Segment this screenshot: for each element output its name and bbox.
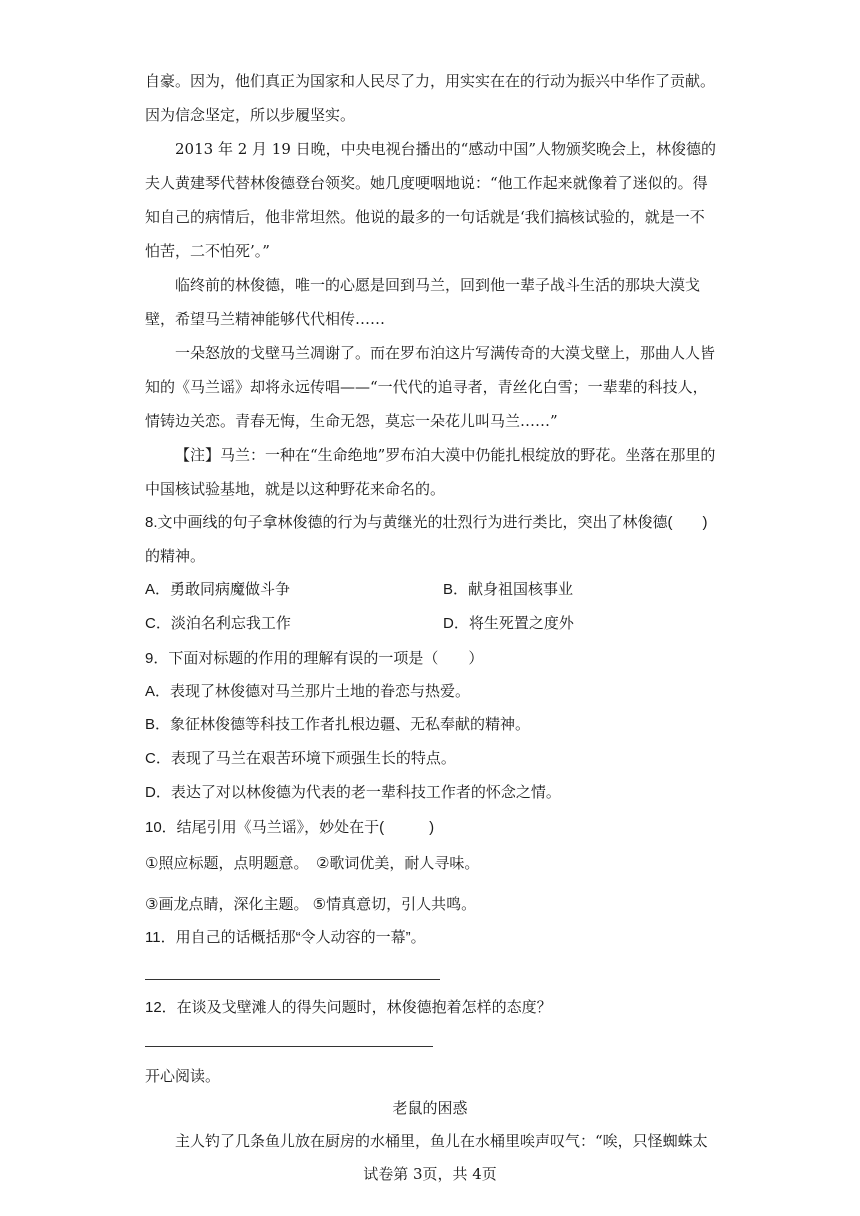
passage-paragraph-3: 临终前的林俊德，唯一的心愿是回到马兰，回到他一辈子战斗生活的那块大漠戈壁，希望马兰精神能够代代相传…… bbox=[145, 276, 701, 328]
question-10-stem: 10．结尾引用《马兰谣》，妙处在于( ) bbox=[145, 819, 435, 836]
question-8-option-b[interactable]: B．献身祖国核事业 bbox=[443, 581, 574, 598]
story-first-line: 主人钓了几条鱼儿放在厨房的水桶里，鱼儿在水桶里唉声叹气：“唉，只怪蜘蛛太 bbox=[175, 1132, 708, 1150]
question-12-answer-line[interactable] bbox=[145, 1046, 433, 1047]
question-12-stem: 12．在谈及戈壁滩人的得失问题时，林俊德抱着怎样的态度？ bbox=[145, 999, 552, 1016]
passage-paragraph-2: 2013 年 2 月 19 日晚，中央电视台播出的“感动中国”人物颁奖晚会上，林俊德的夫人黄建琴代替林俊德登台领奖。她几度哽咽地说：“他工作起来就像着了迷似的。得知自己的病情后，他非常坦然。他说的最多的一句话就是‘我们搞核试验的，就是一不怕苦，二不怕死’。” bbox=[145, 140, 716, 260]
story-title: 老鼠的困惑 bbox=[392, 1099, 468, 1117]
passage-note: 【注】马兰：一种在“生命绝地”罗布泊大漠中仍能扎根绽放的野花。坐落在那里的中国核试验基地，就是以这种野花来命名的。 bbox=[145, 446, 716, 498]
passage-paragraph-4: 一朵怒放的戈壁马兰凋谢了。而在罗布泊这片写满传奇的大漠戈壁上，那曲人人皆知的《马兰谣》却将永远传唱——“一代代的追寻者，青丝化白雪；一辈辈的科技人，情铸边关恋。青春无悔，生命无怨，莫忘一朵花儿叫马兰……” bbox=[145, 344, 716, 430]
question-9-option-a[interactable]: A．表现了林俊德对马兰那片土地的眷恋与热爱。 bbox=[145, 683, 471, 700]
question-11-stem: 11．用自己的话概括那“令人动容的一幕”。 bbox=[145, 929, 426, 946]
question-8-stem-cont: 的精神。 bbox=[145, 548, 206, 565]
passage-paragraph-1: 自豪。因为，他们真正为国家和人民尽了力，用实实在在的行动为振兴中华作了贡献。因为信念坚定，所以步履坚实。 bbox=[145, 72, 716, 124]
question-9-option-d[interactable]: D．表达了对以林俊德为代表的老一辈科技工作者的怀念之情。 bbox=[145, 784, 561, 801]
section-intro: 开心阅读。 bbox=[145, 1068, 221, 1085]
question-8-option-c[interactable]: C．淡泊名利忘我工作 bbox=[145, 615, 291, 632]
question-10-choices-2: ③画龙点睛，深化主题。 ⑤情真意切，引人共鸣。 bbox=[145, 896, 477, 913]
question-8-option-a[interactable]: A．勇敢同病魔做斗争 bbox=[145, 581, 291, 598]
question-10-choices-1: ①照应标题，点明题意。 ②歌词优美，耐人寻味。 bbox=[145, 855, 480, 872]
question-9-option-c[interactable]: C．表现了马兰在艰苦环境下顽强生长的特点。 bbox=[145, 750, 456, 767]
question-9-option-b[interactable]: B．象征林俊德等科技工作者扎根边疆、无私奉献的精神。 bbox=[145, 716, 531, 733]
question-9-stem: 9．下面对标题的作用的理解有误的一项是（ ） bbox=[145, 650, 484, 667]
page-footer: 试卷第 3页，共 4页 bbox=[363, 1165, 497, 1183]
question-11-answer-line[interactable] bbox=[145, 979, 440, 980]
question-8-option-d[interactable]: D．将生死置之度外 bbox=[443, 615, 574, 632]
question-8-stem: 8.文中画线的句子拿林俊德的行为与黄继光的壮烈行为进行类比，突出了林俊德( ) bbox=[145, 514, 708, 531]
